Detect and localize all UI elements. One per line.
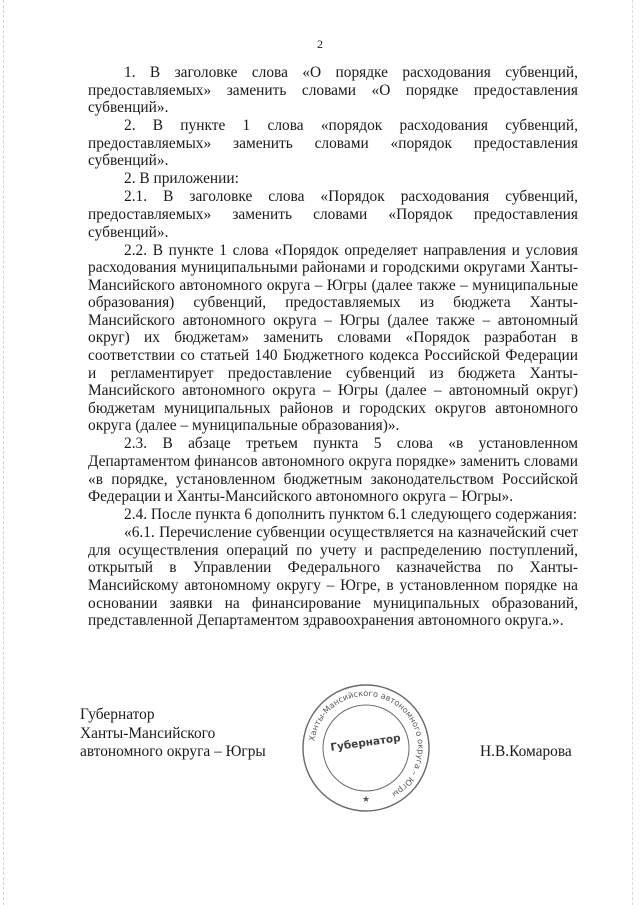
signatory-position-line: автономного округа – Югры — [80, 743, 266, 760]
paragraph-1: 1. В заголовке слова «О порядке расходования субвенций, предоставляемых» заменить словами «О порядке предоставления субвенций». — [88, 64, 578, 117]
signatory-name: Н.В.Комарова — [480, 743, 572, 760]
paragraph-2-3: 2.3. В абзаце третьем пункта 5 слова «в установленном Департаментом финансов автономного округа порядке» заменить словами «в порядке, установленном бюджетным законодательством Российской Федерации и Ханты-Мансийского автономного округа – Югры». — [88, 435, 578, 506]
signatory-position-line: Губернатор — [80, 706, 155, 723]
paragraph-3: 2. В приложении: — [124, 170, 239, 188]
paragraph-2-1: 2.1. В заголовке слова «Порядок расходования субвенций, предоставляемых» заменить словами «Порядок предоставления субвенций». — [88, 188, 578, 241]
seal-star-icon: ★ — [361, 794, 371, 804]
scan-edge-left — [3, 0, 6, 905]
document-body — [88, 64, 578, 630]
signatory-position — [80, 706, 300, 762]
seal-ring-text: Ханты-Мансийского автономного округа – Югры — [306, 687, 427, 801]
scan-edge-right — [632, 0, 635, 905]
seal-center-text: Губернатор — [329, 732, 402, 754]
paragraph-2-4: 2.4. После пункта 6 дополнить пунктом 6.1 следующего содержания: — [124, 506, 577, 524]
paragraph-6-1: «6.1. Перечисление субвенции осуществляется на казначейский счет для осуществления операций по учету и распределению поступлений, открытый в Управлении Федерального казначейства по Ханты-Мансийскому автономному округу – Югре, в установленном порядке на основании заявки на финансирование муниципальных образований, представленной Департаментом здравоохранения автономного округа.». — [88, 524, 578, 630]
official-seal — [298, 680, 434, 816]
page-number: 2 — [317, 37, 323, 51]
paragraph-2-2: 2.2. В пункте 1 слова «Порядок определяет направления и условия расходования муниципальными районами и городскими округами Ханты-Мансийского автономного округа – Югры (далее также – муниципальные образования) субвенций, предоставляемых из бюджета Ханты-Мансийского автономного округа – Югры (далее также – автономный округ) их бюджетам» заменить словами «Порядок разработан в соответствии со статьей 140 Бюджетного кодекса Российской Федерации и регламентирует предоставление субвенций из бюджета Ханты-Мансийского автономного округа – Югры (далее – автономный округ) бюджетам муниципальных районов и городских округов автономного округа (далее – муниципальные образования)». — [88, 241, 578, 435]
signatory-position-line: Ханты-Мансийского — [80, 724, 216, 742]
seal-stamp-image — [298, 680, 434, 816]
paragraph-2: 2. В пункте 1 слова «порядок расходования субвенций, предоставляемых» заменить словами «порядок предоставления субвенций». — [88, 117, 578, 170]
